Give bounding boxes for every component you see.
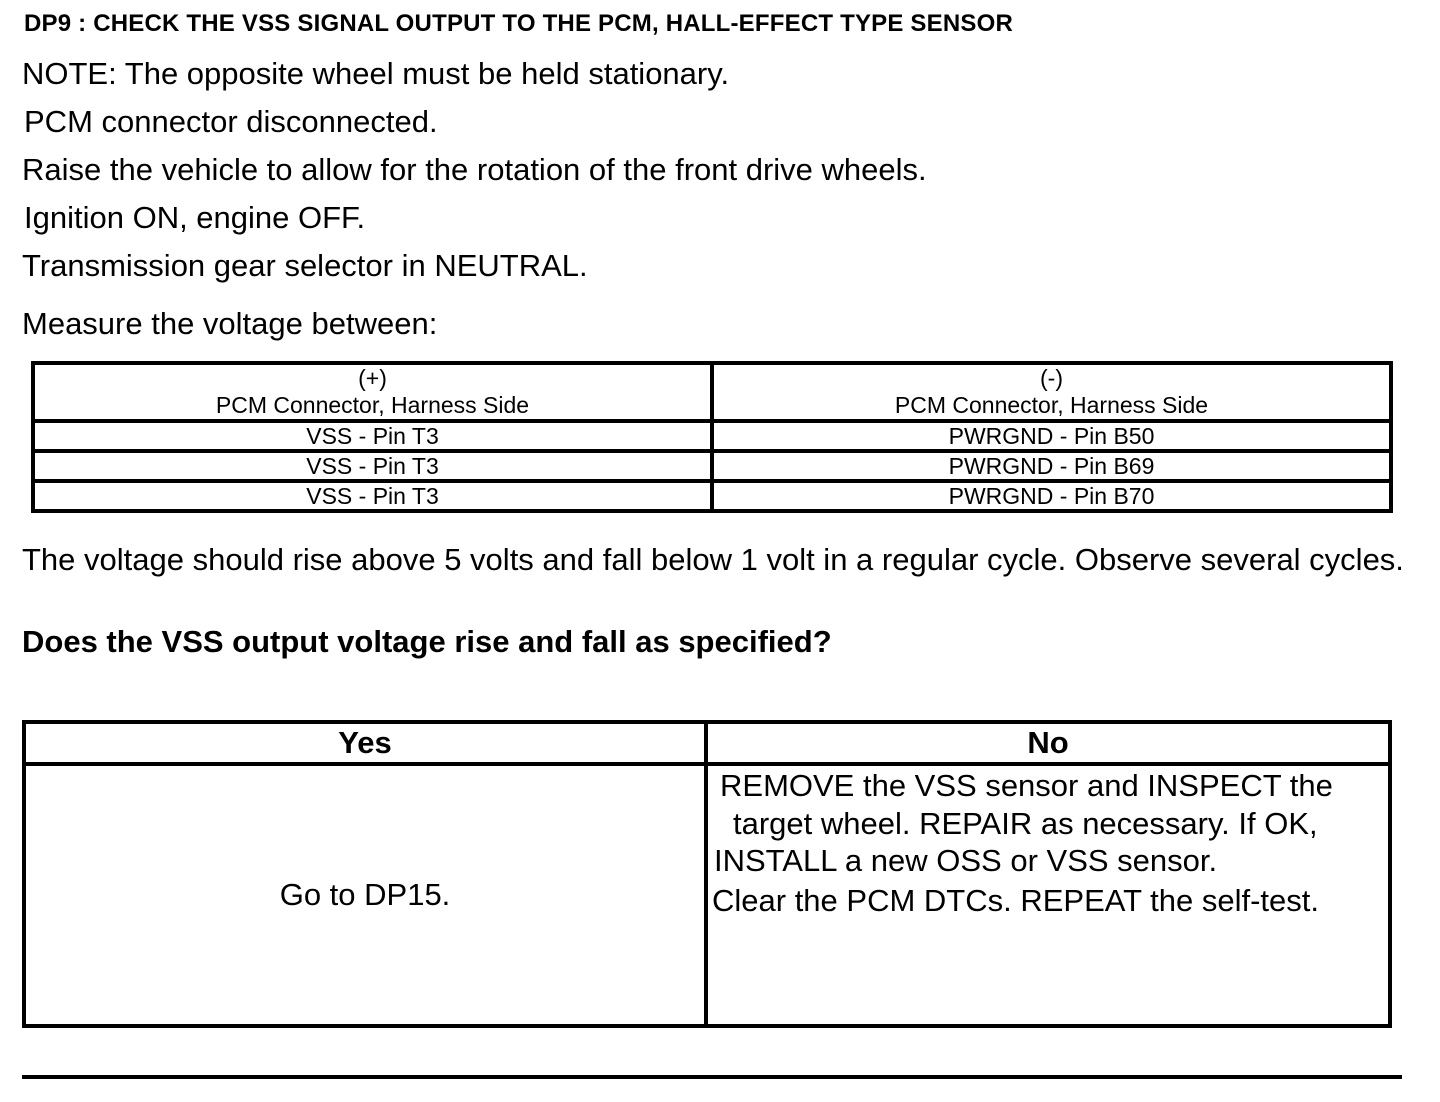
- expected-result-text: The voltage should rise above 5 volts and fall below 1 volt in a regular cycle. Observe several cycles.: [22, 542, 1404, 577]
- yes-action: Go to DP15.: [24, 764, 706, 1026]
- measure-label: Measure the voltage between:: [22, 306, 438, 341]
- negative-pin-cell: PWRGND - Pin B50: [712, 421, 1391, 451]
- decision-table: [22, 720, 1392, 1028]
- no-header: No: [706, 722, 1390, 764]
- negative-pin-cell: PWRGND - Pin B70: [712, 481, 1391, 511]
- no-action-line: target wheel. REPAIR as necessary. If OK,: [733, 806, 1318, 841]
- note-line: NOTE: The opposite wheel must be held stationary.: [22, 56, 730, 91]
- no-action-line: Clear the PCM DTCs. REPEAT the self-test.: [712, 883, 1319, 918]
- decision-question: Does the VSS output voltage rise and fall as specified?: [22, 624, 832, 659]
- positive-pin-cell: VSS - Pin T3: [33, 421, 712, 451]
- no-action-line: REMOVE the VSS sensor and INSPECT the: [720, 768, 1333, 803]
- no-action-line: INSTALL a new OSS or VSS sensor.: [714, 843, 1218, 878]
- step-line: Raise the vehicle to allow for the rotation of the front drive wheels.: [22, 152, 927, 187]
- negative-sign: (-): [1040, 365, 1063, 391]
- positive-pin-cell: VSS - Pin T3: [33, 481, 712, 511]
- negative-probe-header: [712, 363, 1391, 421]
- step-line: Ignition ON, engine OFF.: [24, 200, 366, 235]
- table-header-row: [33, 363, 1391, 421]
- bottom-divider: [22, 1075, 1402, 1079]
- decision-header-row: [24, 722, 1390, 764]
- negative-pin-cell: PWRGND - Pin B69: [712, 451, 1391, 481]
- table-row: [33, 451, 1391, 481]
- step-line: Transmission gear selector in NEUTRAL.: [22, 248, 588, 283]
- negative-connector-label: PCM Connector, Harness Side: [894, 392, 1209, 418]
- table-row: [33, 481, 1391, 511]
- step-line: PCM connector disconnected.: [24, 104, 438, 139]
- positive-sign: (+): [358, 365, 387, 391]
- yes-header: Yes: [24, 722, 706, 764]
- positive-probe-header: [33, 363, 712, 421]
- decision-body-row: [24, 764, 1390, 1026]
- table-row: [33, 421, 1391, 451]
- measurement-table: [31, 361, 1393, 513]
- procedure-title: DP9 : CHECK THE VSS SIGNAL OUTPUT TO THE PCM, HALL-EFFECT TYPE SENSOR: [24, 10, 1013, 37]
- no-action: [706, 764, 1390, 1026]
- positive-connector-label: PCM Connector, Harness Side: [215, 392, 530, 418]
- positive-pin-cell: VSS - Pin T3: [33, 451, 712, 481]
